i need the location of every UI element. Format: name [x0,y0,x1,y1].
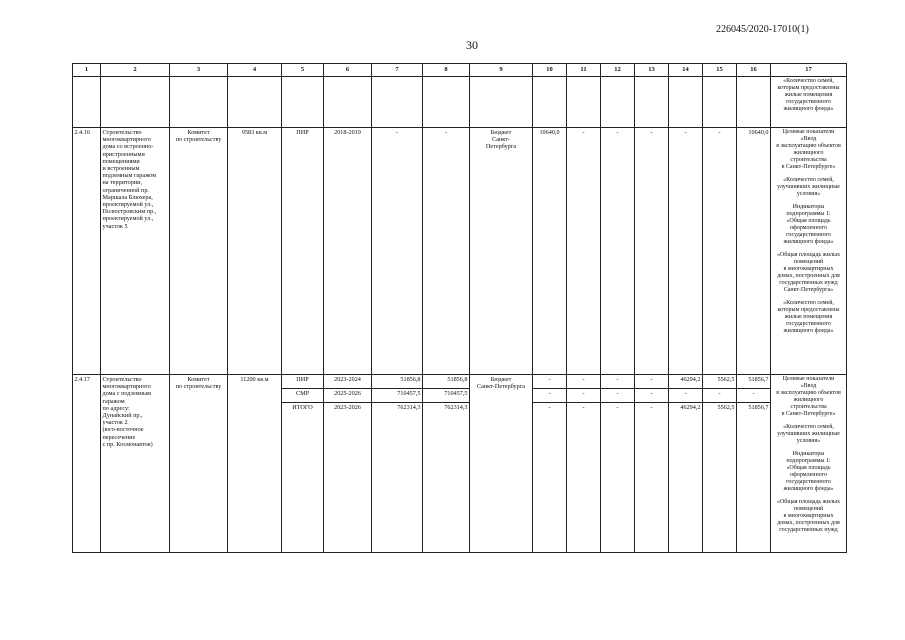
amount-cell: - [567,128,601,375]
amount-cell: 46294,2 [669,403,703,553]
column-header: 14 [669,64,703,77]
table-row [73,375,847,389]
page-number: 30 [466,38,478,52]
column-header: 1 [73,64,101,77]
amount-cell: 5562,5 [703,403,737,553]
stage: ИТОГО [282,403,324,553]
amount-total: 51856,7 [737,403,771,553]
cost-limit: 51856,8 [423,375,470,389]
row-number: 2.4.17 [73,375,101,553]
cost-limit: 710457,5 [423,389,470,403]
cost-total: - [372,128,423,375]
amount-cell: - [601,403,635,553]
amount-cell: - [533,375,567,389]
period: 2023-2024 [324,375,372,389]
cost-total: 762314,3 [372,403,423,553]
cost-total: 710457,5 [372,389,423,403]
amount-cell: 46294,2 [669,375,703,389]
funding-source: Бюджет Санкт-Петербурга [470,375,533,553]
amount-cell: 5562,5 [703,375,737,389]
cost-limit: - [423,128,470,375]
indicator-cell: Целевые показатели «Ввод в эксплуатацию объектов жилищного строительства в Санкт-Петербурге» «Количество семей, улучшивших жилищные условия» Индикаторы подпрограммы 1: «Общая площадь оформленного государственного жилищного фонда» «Общая площадь жилых помещений в многоквартирных домах, построенных для государственных нужд Санкт-Петербурга» «Количество семей, которым предоставлены жилые помещения государственного жилищного фонда» [771,128,847,375]
customer: Комитет по строительству [170,128,228,375]
amount-cell: - [601,128,635,375]
amount-cell: - [635,403,669,553]
column-header: 16 [737,64,771,77]
amount-cell: - [567,403,601,553]
period: 2025-2026 [324,389,372,403]
program-table [72,63,847,553]
amount-cell: - [533,403,567,553]
stage: ПИР [282,128,324,375]
cost-total: 51856,8 [372,375,423,389]
amount-total: 10640,0 [737,128,771,375]
column-header: 4 [228,64,282,77]
amount-cell: - [635,375,669,389]
object-name: Строительство многоквартирного дома со встроенно- пристроенными помещениями и встроенным подземным гаражом на территории, ограниченной пр. Маршала Блюхера, проектируемой ул., Полюстровским пр., проектируемой ул., участок 5 [101,128,170,375]
funding-source: Бюджет Санкт- Петербурга [470,128,533,375]
period: 2023-2026 [324,403,372,553]
capacity: 11200 кв.м [228,375,282,553]
column-header: 7 [372,64,423,77]
column-header: 11 [567,64,601,77]
column-header: 8 [423,64,470,77]
table-row [73,128,847,375]
header-row [73,64,847,77]
amount-cell: - [601,389,635,403]
column-header: 12 [601,64,635,77]
period: 2018-2019 [324,128,372,375]
column-header: 13 [635,64,669,77]
stage: СМР [282,389,324,403]
amount-cell: - [703,389,737,403]
stage: ПИР [282,375,324,389]
column-header: 5 [282,64,324,77]
amount-total: - [737,389,771,403]
customer: Комитет по строительству [170,375,228,553]
amount-cell: - [635,128,669,375]
cost-limit: 762314,3 [423,403,470,553]
column-header: 17 [771,64,847,77]
column-header: 2 [101,64,170,77]
amount-cell: - [601,375,635,389]
continuation-row [73,77,847,128]
amount-cell: 10640,0 [533,128,567,375]
column-header: 6 [324,64,372,77]
row-number: 2.4.16 [73,128,101,375]
object-name: Строительство многоквартирного дома с подземным гаражом по адресу: Дунайский пр., участок 2 (юго-восточное пересечение с пр. Космонавтов) [101,375,170,553]
column-header: 10 [533,64,567,77]
amount-cell: - [533,389,567,403]
column-header: 3 [170,64,228,77]
capacity: 9583 кв.м [228,128,282,375]
indicator-cell: «Количество семей, которым предоставлены жилые помещения государственного жилищного фонда» [771,77,847,128]
indicator-cell: Целевые показатели «Ввод в эксплуатацию объектов жилищного строительства в Санкт-Петербурге» «Количество семей, улучшивших жилищные условия» Индикаторы подпрограммы 1: «Общая площадь оформленного государственного жилищного фонда» «Общая площадь жилых помещений в многоквартирных домах, построенных для государственных нужд [771,375,847,553]
amount-total: 51856,7 [737,375,771,389]
amount-cell: - [669,128,703,375]
amount-cell: - [703,128,737,375]
document-number: 226045/2020-17010(1) [716,24,809,35]
amount-cell: - [669,389,703,403]
amount-cell: - [567,389,601,403]
amount-cell: - [567,375,601,389]
column-header: 15 [703,64,737,77]
amount-cell: - [635,389,669,403]
column-header: 9 [470,64,533,77]
